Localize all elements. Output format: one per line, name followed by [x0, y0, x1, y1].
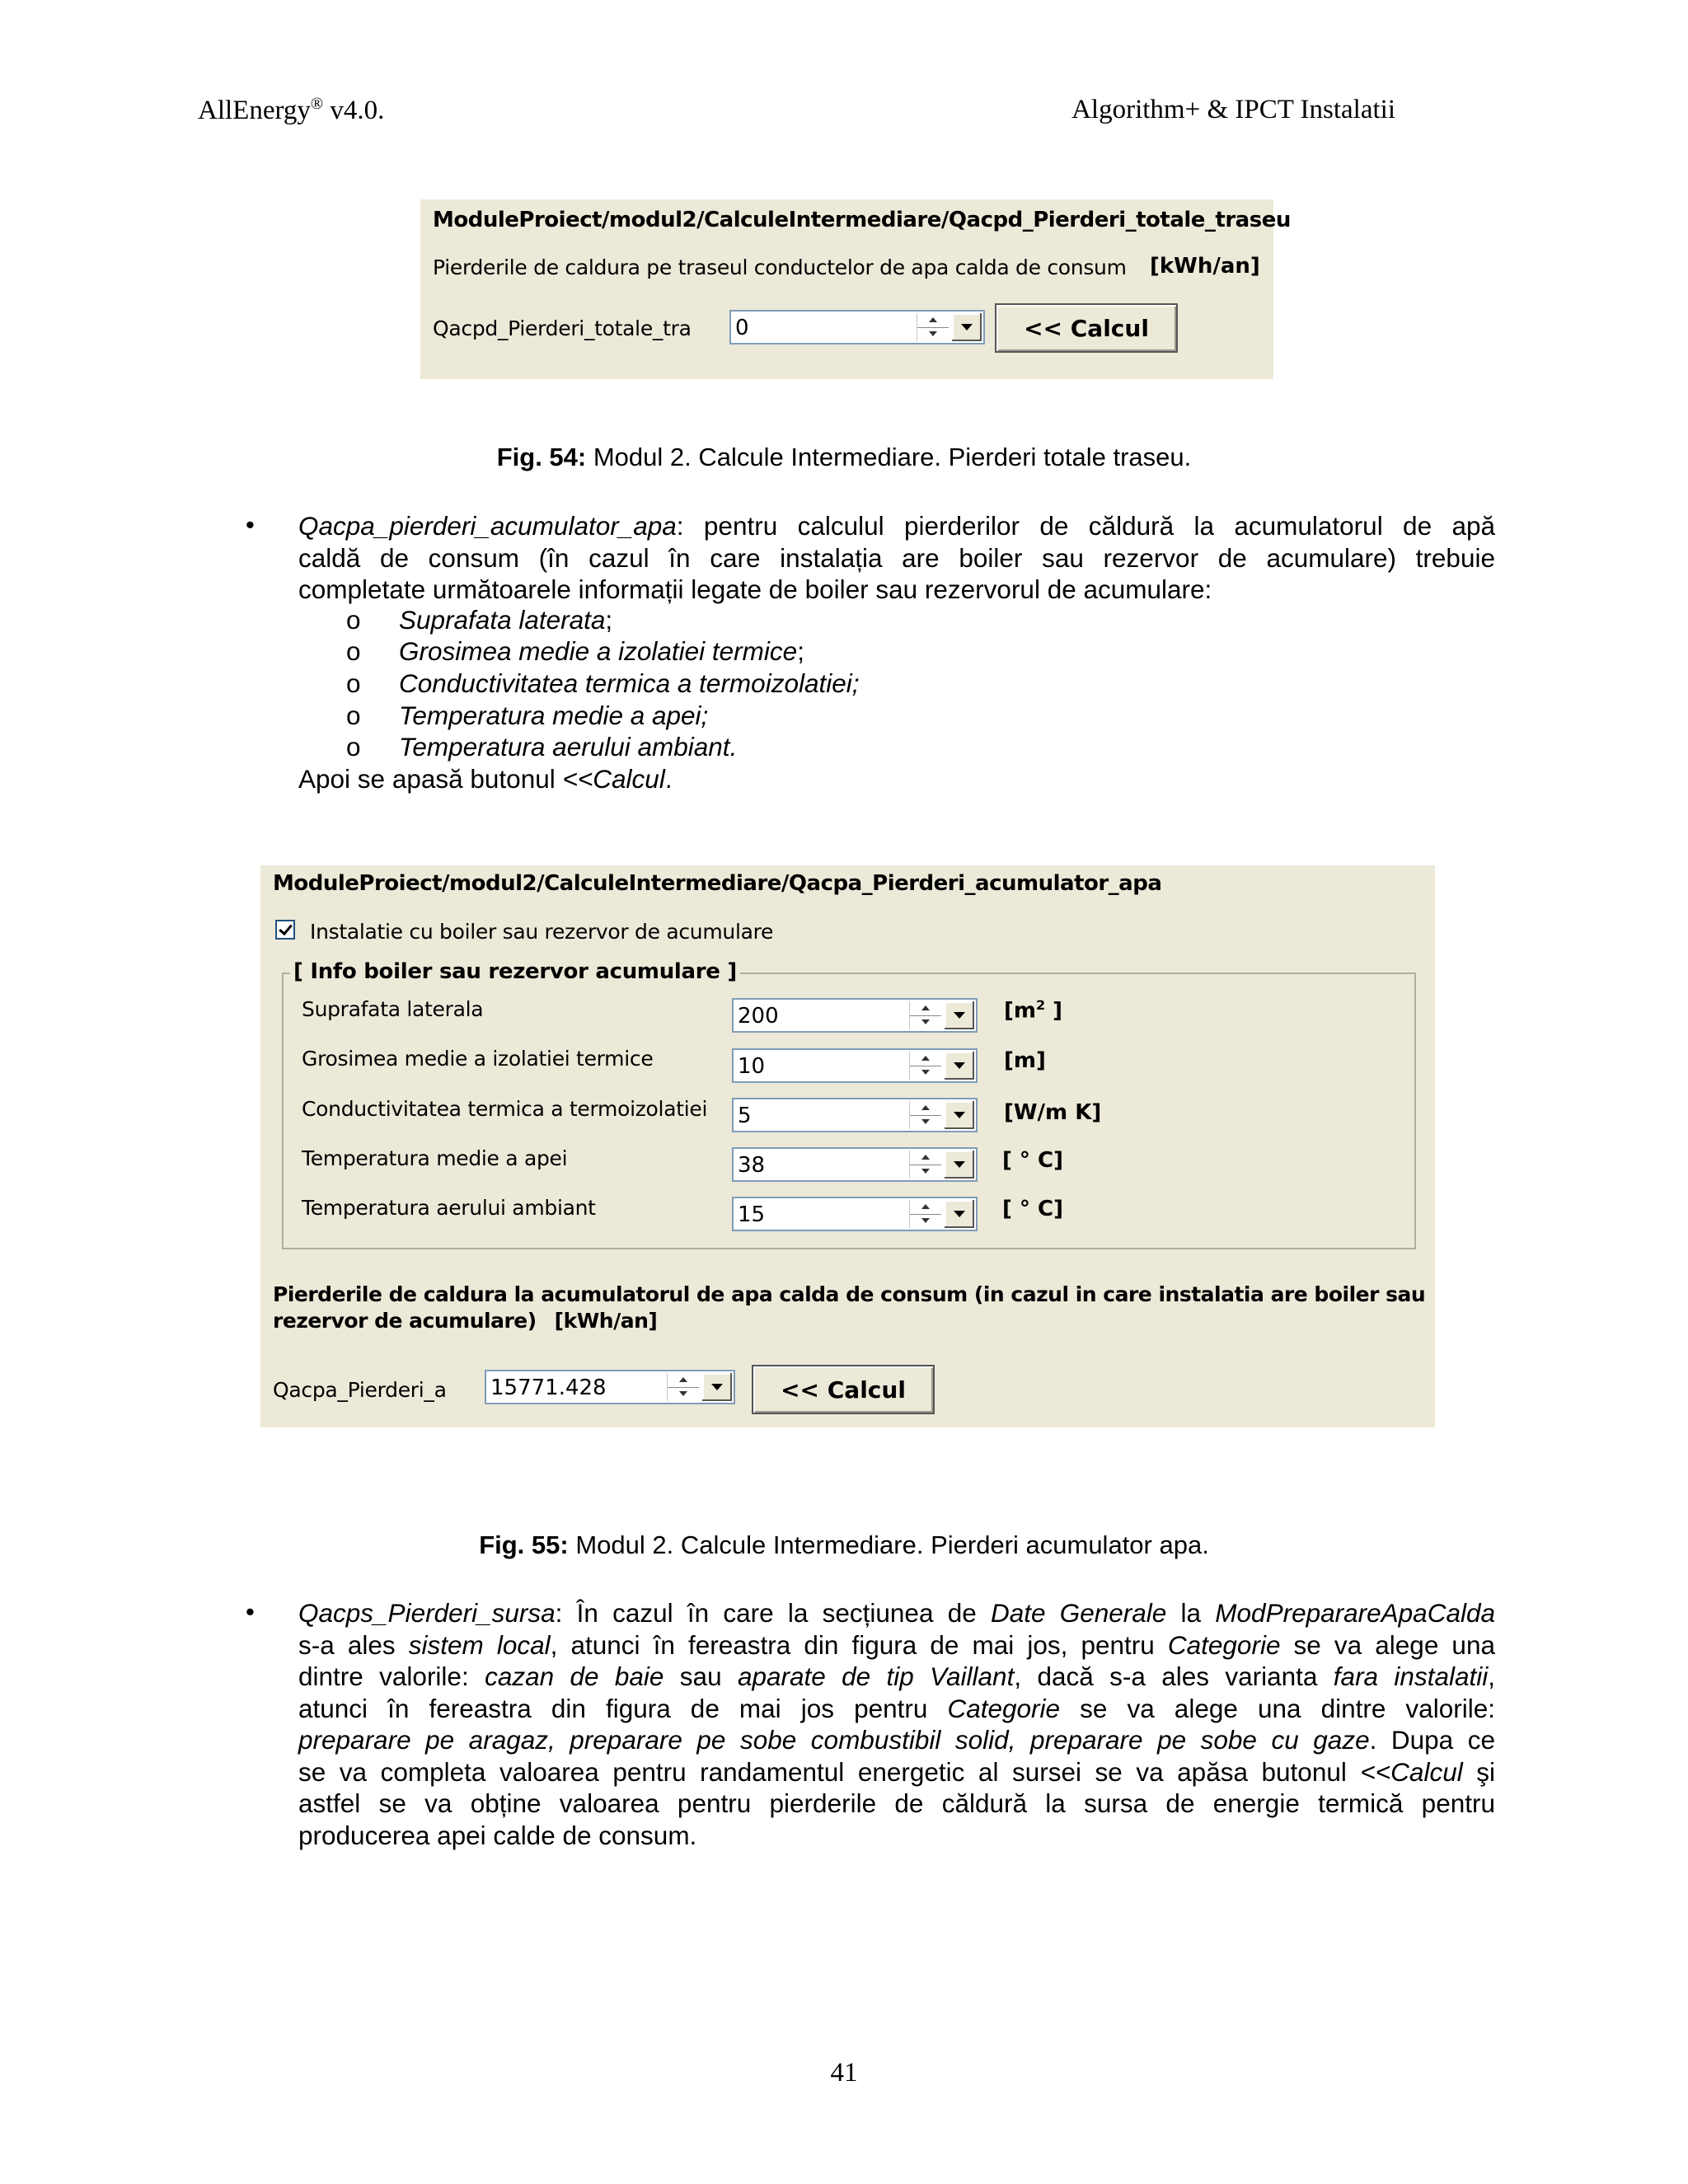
row-unit-grosime: [m]	[1004, 1048, 1046, 1073]
row-label-conductivitate: Conductivitatea termica a termoizolatiei	[302, 1097, 708, 1121]
spin-down-icon[interactable]	[910, 1015, 941, 1029]
fig54-description: Pierderile de caldura pe traseul conductelor de apa calda de consum	[433, 255, 1127, 279]
row-label-temperatura-apa: Temperatura medie a apei	[302, 1146, 568, 1170]
dropdown-arrow-icon[interactable]	[701, 1373, 732, 1401]
fig54-field-label: Qacpd_Pierderi_totale_tra	[433, 316, 692, 340]
spin-up-icon[interactable]	[910, 1101, 941, 1116]
group-title: [ Info boiler sau rezervor acumulare ]	[290, 959, 740, 984]
spin-arrows-icon[interactable]	[667, 1373, 699, 1401]
fig54-panel-title: ModuleProiect/modul2/CalculeIntermediare/Qacpd_Pierderi_totale_traseu	[433, 208, 1291, 232]
dropdown-arrow-icon[interactable]	[943, 1200, 974, 1228]
grosime-spinner[interactable]: 10	[732, 1048, 978, 1083]
result-label: Qacpa_Pierderi_a	[273, 1378, 447, 1402]
fig55-caption: Fig. 55: Modul 2. Calcule Intermediare. Pierderi acumulator apa.	[479, 1530, 1209, 1559]
row-label-suprafata: Suprafata laterala	[302, 997, 484, 1021]
spin-arrows-icon[interactable]	[909, 1052, 941, 1080]
result-spinner[interactable]: 15771.428	[485, 1370, 735, 1404]
spin-up-icon[interactable]	[917, 313, 949, 328]
spin-arrows-icon[interactable]	[909, 1001, 941, 1029]
spin-up-icon[interactable]	[910, 1001, 941, 1016]
spin-arrows-icon[interactable]	[909, 1151, 941, 1179]
spin-arrows-icon[interactable]	[917, 313, 949, 341]
boiler-checkbox[interactable]	[275, 920, 295, 940]
bullet1-after-text: Apoi se apasă butonul <<Calcul.	[298, 764, 673, 794]
bullet1-marker: •	[246, 510, 255, 539]
fig55-dialog	[260, 865, 1435, 1427]
page-number: 41	[830, 2058, 858, 2088]
fig54-calcul-button[interactable]: << Calcul	[995, 303, 1178, 353]
row-label-temperatura-aer: Temperatura aerului ambiant	[302, 1196, 596, 1220]
fig55-panel-title: ModuleProiect/modul2/CalculeIntermediare/Qacpa_Pierderi_acumulator_apa	[273, 871, 1162, 896]
row-unit-temperatura-apa: [ ° C]	[1002, 1148, 1063, 1173]
spin-down-icon[interactable]	[668, 1387, 699, 1401]
header-right: Algorithm+ & IPCT Instalatii	[1071, 95, 1395, 124]
temperatura-aer-spinner[interactable]: 15	[732, 1197, 978, 1231]
fig54-caption: Fig. 54: Modul 2. Calcule Intermediare. Pierderi totale traseu.	[496, 443, 1192, 471]
row-unit-temperatura-aer: [ ° C]	[1002, 1197, 1063, 1221]
temperatura-apa-spinner[interactable]: 38	[732, 1147, 978, 1182]
suprafata-spinner[interactable]: 200	[732, 998, 978, 1033]
spin-down-icon[interactable]	[910, 1066, 941, 1080]
dropdown-arrow-icon[interactable]	[943, 1052, 974, 1080]
dropdown-arrow-icon[interactable]	[943, 1001, 974, 1029]
row-unit-suprafata: [$m^2$ ]	[1004, 997, 1063, 1024]
spin-arrows-icon[interactable]	[909, 1101, 941, 1129]
spin-up-icon[interactable]	[910, 1052, 941, 1066]
bullet2-paragraph: Qacps_Pierderi_sursa: În cazul în care la secțiunea de Date Generale la ModPreparareApaCalda s-a ales sistem local, atunci în fereastra din figura de mai jos, pentru Categorie se va alege una dintre valorile: cazan de baie sau aparate de tip Vaillant, dacă s-a ales varianta fara instalatii, atunci în fereastra din figura de mai jos pentru Categorie se va alege una dintre valorile: preparare pe aragaz, preparare pe sobe combustibil solid, preparare pe sobe cu gaze. Dupa ce se va completa valoarea pentru randamentul energetic al sursei se va apăsa butonul <<Calcul şi astfel se va obține valoarea pentru pierderile de căldură la sursa de energie termică pentru producerea apei calde de consum.	[298, 1598, 1496, 1850]
conductivitate-spinner[interactable]: 5	[732, 1098, 978, 1132]
row-label-grosime: Grosimea medie a izolatiei termice	[302, 1047, 654, 1071]
row-unit-conductivitate: [W/m K]	[1004, 1100, 1102, 1125]
page-header	[198, 95, 1395, 136]
bullet2-marker: •	[246, 1597, 255, 1626]
fig54-dialog	[420, 199, 1291, 379]
result-description-line2: rezervor de acumulare) [kWh/an]	[273, 1309, 658, 1333]
fig54-value-spinner[interactable]	[729, 310, 985, 344]
header-left: AllEnergy® v4.0.	[198, 95, 385, 125]
result-description: Pierderile de caldura la acumulatorul de apa calda de consum (in cazul in care instalatia are boiler sau	[273, 1282, 1426, 1306]
spin-down-icon[interactable]	[917, 327, 949, 341]
spin-arrows-icon[interactable]	[909, 1200, 941, 1228]
fig54-value: 0	[735, 316, 749, 340]
spin-up-icon[interactable]	[910, 1151, 941, 1165]
dropdown-arrow-icon[interactable]	[943, 1101, 974, 1129]
spin-down-icon[interactable]	[910, 1115, 941, 1129]
dropdown-arrow-icon[interactable]	[950, 313, 982, 341]
spin-up-icon[interactable]	[910, 1200, 941, 1215]
spin-up-icon[interactable]	[668, 1373, 699, 1388]
bullet1-paragraph: Qacpa_pierderi_acumulator_apa: pentru calculul pierderilor de căldură la acumulatorul de apă caldă de consum (în cazul în care instalația are boiler sau rezervor de acumulare) trebuie completate următoarele informații legate de boiler sau rezervorul de acumulare:	[298, 511, 1495, 604]
spin-down-icon[interactable]	[910, 1165, 941, 1179]
boiler-checkbox-label: Instalatie cu boiler sau rezervor de acumulare	[310, 920, 774, 944]
fig55-calcul-button[interactable]: << Calcul	[752, 1365, 935, 1414]
dropdown-arrow-icon[interactable]	[943, 1151, 974, 1179]
fig54-unit: [kWh/an]	[1150, 254, 1260, 279]
spin-down-icon[interactable]	[910, 1214, 941, 1228]
